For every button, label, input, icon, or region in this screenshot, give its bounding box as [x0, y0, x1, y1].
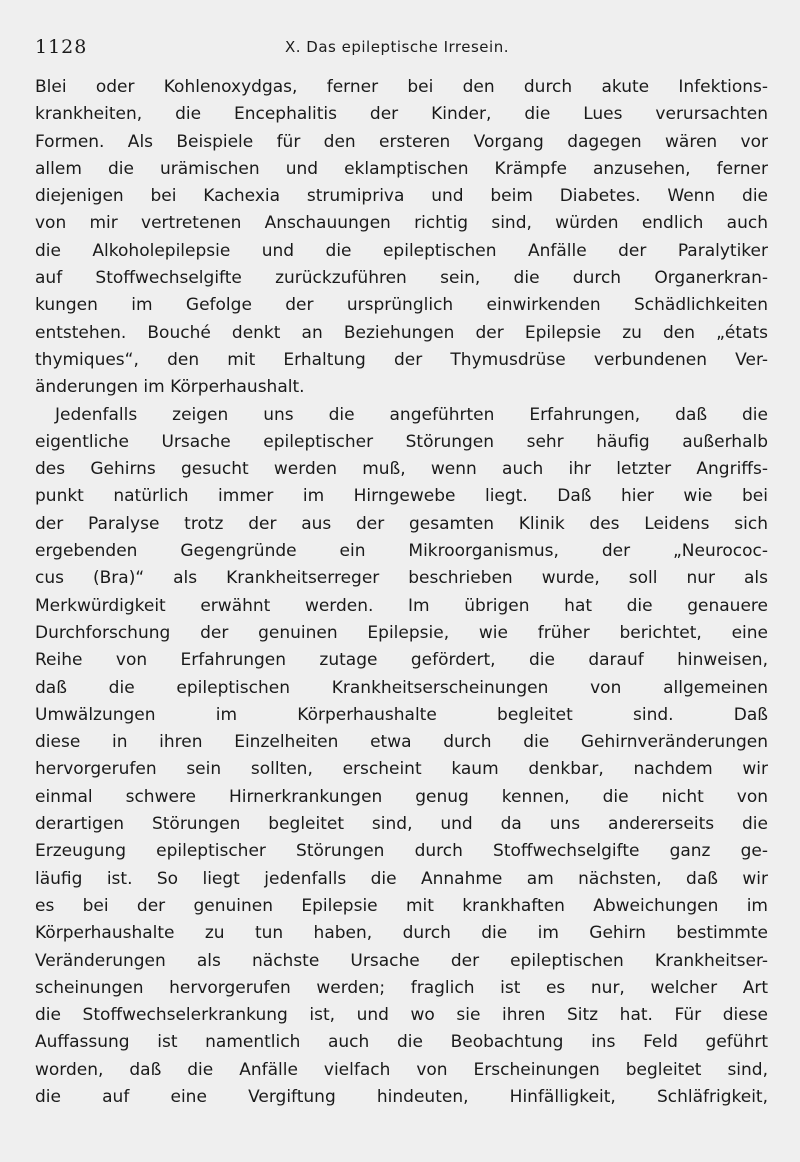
text-line: Erzeugung epileptischer Störungen durch Stoffwechselgifte ganz ge- [35, 841, 768, 862]
text-line: eigentliche Ursache epileptischer Störungen sehr häufig außerhalb [35, 431, 768, 452]
text-line: die Stoffwechselerkrankung ist, und wo sie ihren Sitz hat. Für diese [35, 1005, 768, 1026]
text-line: Reihe von Erfahrungen zutage gefördert, die darauf hinweisen, [35, 650, 768, 671]
text-line: daß die epileptischen Krankheitserscheinungen von allgemeinen [35, 677, 768, 698]
text-line: scheinungen hervorgerufen werden; fraglich ist es nur, welcher Art [35, 977, 768, 998]
text-line: die Alkoholepilepsie und die epileptischen Anfälle der Paralytiker [35, 240, 768, 261]
running-head: X. Das epileptische Irresein. [285, 38, 509, 56]
page-header [35, 36, 765, 58]
text-line: ergebenden Gegengründe ein Mikroorganismus, der „Neurococ- [35, 541, 768, 562]
text-line: des Gehirns gesucht werden muß, wenn auch ihr letzter Angriffs- [35, 459, 768, 480]
text-line: derartigen Störungen begleitet sind, und da uns andererseits die [35, 814, 768, 835]
text-line: Formen. Als Beispiele für den ersteren Vorgang dagegen wären vor [35, 131, 768, 152]
text-line: läufig ist. So liegt jedenfalls die Annahme am nächsten, daß wir [35, 868, 768, 889]
text-line: cus (Bra)“ als Krankheitserreger beschrieben wurde, soll nur als [35, 568, 768, 589]
text-line: diese in ihren Einzelheiten etwa durch die Gehirnveränderungen [35, 732, 768, 753]
text-line: von mir vertretenen Anschauungen richtig sind, würden endlich auch [35, 213, 768, 234]
text-line: die auf eine Vergiftung hindeuten, Hinfälligkeit, Schläfrigkeit, [35, 1086, 768, 1107]
text-line: Merkwürdigkeit erwähnt werden. Im übrigen hat die genauere [35, 595, 768, 616]
paragraph-end-line: änderungen im Körperhaushalt. [35, 377, 305, 398]
text-line: einmal schwere Hirnerkrankungen genug kennen, die nicht von [35, 786, 768, 807]
text-line: Körperhaushalte zu tun haben, durch die im Gehirn bestimmte [35, 923, 768, 944]
text-line: krankheiten, die Encephalitis der Kinder, die Lues verursachten [35, 104, 768, 125]
text-line: thymiques“, den mit Erhaltung der Thymusdrüse verbundenen Ver- [35, 349, 768, 370]
text-line: es bei der genuinen Epilepsie mit krankhaften Abweichungen im [35, 895, 768, 916]
text-line: entstehen. Bouché denkt an Beziehungen der Epilepsie zu den „états [35, 322, 768, 343]
body-text [35, 74, 768, 1111]
page-number: 1128 [35, 36, 88, 58]
text-line: auf Stoffwechselgifte zurückzuführen sein, die durch Organerkran- [35, 268, 768, 289]
text-line: Umwälzungen im Körperhaushalte begleitet sind. Daß [35, 704, 768, 725]
text-line: Durchforschung der genuinen Epilepsie, wie früher berichtet, eine [35, 622, 768, 643]
text-line: allem die urämischen und eklamptischen Krämpfe anzusehen, ferner [35, 158, 768, 179]
text-line: der Paralyse trotz der aus der gesamten Klinik des Leidens sich [35, 513, 768, 534]
paragraph-start-line: Jedenfalls zeigen uns die angeführten Erfahrungen, daß die [55, 404, 768, 425]
text-line: worden, daß die Anfälle vielfach von Erscheinungen begleitet sind, [35, 1059, 768, 1080]
text-line: hervorgerufen sein sollten, erscheint kaum denkbar, nachdem wir [35, 759, 768, 780]
text-line: kungen im Gefolge der ursprünglich einwirkenden Schädlichkeiten [35, 295, 768, 316]
text-line: Blei oder Kohlenoxydgas, ferner bei den durch akute Infektions- [35, 77, 768, 97]
text-line: punkt natürlich immer im Hirngewebe liegt. Daß hier wie bei [35, 486, 768, 507]
text-line: Auffassung ist namentlich auch die Beobachtung ins Feld geführt [35, 1032, 768, 1053]
text-line: diejenigen bei Kachexia strumipriva und beim Diabetes. Wenn die [35, 186, 768, 207]
text-line: Veränderungen als nächste Ursache der epileptischen Krankheitser- [35, 950, 768, 971]
